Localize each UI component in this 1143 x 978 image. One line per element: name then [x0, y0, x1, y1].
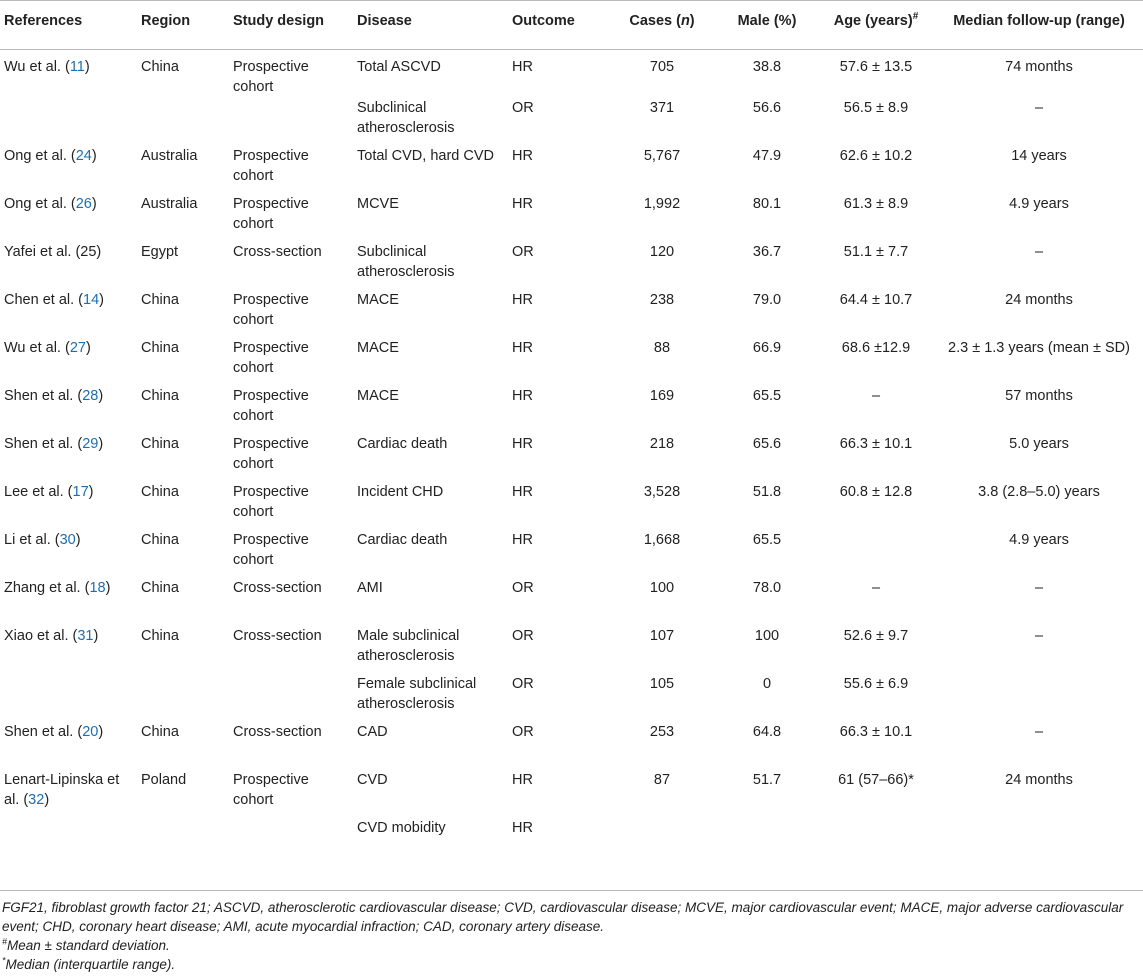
followup-cell: 14 years [1011, 148, 1067, 164]
reference-cell [0, 50, 137, 98]
disease-cell: MACE [357, 340, 399, 356]
reference-cell [0, 193, 137, 241]
age-cell: 66.3 ± 10.1 [839, 724, 913, 740]
age-cell: 61 (57–66)* [838, 772, 914, 788]
table-row [0, 577, 1143, 625]
followup-cell: 3.8 (2.8–5.0) years [978, 484, 1100, 500]
reference-link[interactable]: 18 [89, 580, 106, 596]
column-header-text: Cases ( [629, 13, 681, 29]
disease-cell: Incident CHD [357, 484, 444, 500]
column-header-text: Region [141, 13, 191, 29]
outcome-cell: HR [512, 532, 533, 548]
study-design-cell: Cross-section [233, 244, 322, 260]
followup-cell: – [1034, 100, 1044, 116]
age-cell: – [871, 580, 881, 596]
outcome-cell: OR [512, 100, 534, 116]
region-cell: China [141, 59, 179, 75]
table-row [0, 433, 1143, 481]
cases-cell: 371 [649, 100, 675, 116]
followup-cell: 4.9 years [1009, 532, 1069, 548]
outcome-cell: HR [512, 340, 533, 356]
reference-text: ) [91, 148, 97, 164]
reference-text: Wu et al. ( [4, 340, 70, 356]
region-cell: Australia [141, 148, 198, 164]
followup-cell: – [1034, 724, 1044, 740]
region-cell: China [141, 580, 179, 596]
age-cell: 66.3 ± 10.1 [839, 436, 913, 452]
cases-cell: 88 [653, 340, 671, 356]
reference-link[interactable]: 27 [69, 340, 86, 356]
reference-cell [0, 145, 137, 193]
column-header-text: Male (%) [737, 13, 797, 29]
reference-link[interactable]: 32 [28, 792, 45, 808]
reference-cell [0, 385, 137, 433]
disease-cell: MACE [357, 388, 399, 404]
column-header-text: References [4, 13, 83, 29]
cases-cell: 705 [649, 59, 675, 75]
reference-link[interactable]: 26 [75, 196, 92, 212]
star-mark: * [2, 955, 6, 966]
abbreviations-note: FGF21, fibroblast growth factor 21; ASCVD, atherosclerotic cardiovascular disease; CVD, cardiovascular disease; MCVE, major cardiovascular event; MACE, major adverse cardiovascular event; CHD, coronary heart disease; AMI, acute myocardial infraction; CAD, coronary artery disease. [2, 900, 1124, 934]
reference-cell [0, 241, 137, 289]
male-percent-cell: 65.6 [752, 436, 782, 452]
reference-text: Chen et al. ( [4, 292, 83, 308]
outcome-cell: HR [512, 436, 533, 452]
reference-text: ) [99, 292, 104, 308]
male-percent-cell: 36.7 [752, 244, 782, 260]
region-cell [137, 817, 229, 842]
male-percent-cell: 56.6 [752, 100, 782, 116]
reference-text: Lee et al. ( [4, 484, 73, 500]
reference-text: Ong et al. ( [4, 148, 76, 164]
column-header [353, 1, 508, 50]
followup-cell: 5.0 years [1009, 436, 1069, 452]
table-row [0, 481, 1143, 529]
age-cell: 56.5 ± 8.9 [843, 100, 909, 116]
followup-cell: – [1034, 580, 1044, 596]
study-design-cell: Prospective cohort [233, 340, 309, 376]
outcome-cell: HR [512, 772, 533, 788]
column-header-text: Study design [233, 13, 325, 29]
age-cell [817, 529, 935, 577]
followup-cell: 2.3 ± 1.3 years (mean ± SD) [948, 340, 1130, 356]
reference-text: ) [98, 388, 104, 404]
disease-cell: Cardiac death [357, 436, 448, 452]
male-percent-cell: 47.9 [752, 148, 782, 164]
column-header [137, 1, 229, 50]
study-design-cell: Prospective cohort [233, 292, 309, 328]
study-design-cell [229, 673, 353, 721]
outcome-cell: HR [512, 196, 533, 212]
male-percent-cell [717, 817, 817, 842]
age-cell: – [871, 388, 881, 404]
outcome-cell: HR [512, 59, 533, 75]
reference-link[interactable]: 20 [82, 724, 99, 740]
disease-cell: Male subclinical atherosclerosis [357, 628, 460, 664]
hash-mark: # [2, 936, 8, 947]
region-cell: China [141, 628, 179, 644]
table-row [0, 529, 1143, 577]
region-cell: China [141, 532, 179, 548]
male-percent-cell: 0 [762, 676, 772, 692]
reference-link[interactable]: 29 [82, 436, 99, 452]
table-row [0, 721, 1143, 769]
cases-cell: 105 [649, 676, 675, 692]
disease-cell: Total ASCVD [357, 59, 441, 75]
table-row [0, 50, 1143, 98]
region-cell: China [141, 724, 179, 740]
cases-cell: 238 [649, 292, 675, 308]
reference-text: Zhang et al. ( [4, 580, 90, 596]
table-row [0, 337, 1143, 385]
study-design-cell: Cross-section [233, 628, 322, 644]
male-percent-cell: 38.8 [752, 59, 782, 75]
age-cell: 51.1 ± 7.7 [843, 244, 909, 260]
study-design-cell: Cross-section [233, 724, 322, 740]
reference-cell [0, 721, 137, 769]
table-body [0, 50, 1143, 843]
reference-text: ) [93, 628, 99, 644]
region-cell [137, 97, 229, 145]
followup-cell: – [1034, 244, 1044, 260]
reference-text: Shen et al. ( [4, 436, 83, 452]
male-percent-cell: 64.8 [752, 724, 782, 740]
reference-text: Ong et al. ( [4, 196, 76, 212]
hash-footnote [2, 936, 1143, 955]
table-row [0, 817, 1143, 842]
column-header-footnote-mark: # [912, 11, 919, 23]
column-header [508, 1, 607, 50]
outcome-cell: HR [512, 148, 533, 164]
reference-text: ) [105, 580, 111, 596]
region-cell: China [141, 484, 179, 500]
table-row [0, 769, 1143, 817]
cases-cell: 253 [649, 724, 675, 740]
table-row [0, 625, 1143, 673]
outcome-cell: OR [512, 244, 534, 260]
study-design-cell: Prospective cohort [233, 388, 309, 424]
reference-link[interactable]: 24 [75, 148, 92, 164]
region-cell: Poland [141, 772, 187, 788]
disease-cell: MCVE [357, 196, 399, 212]
reference-text: ) [88, 484, 94, 500]
followup-cell: 4.9 years [1009, 196, 1069, 212]
reference-text: Lenart-Lipinska et al. ( [4, 772, 120, 808]
cases-cell: 1,992 [643, 196, 681, 212]
male-percent-cell: 100 [754, 628, 780, 644]
column-header-text: Outcome [512, 13, 575, 29]
star-note-text: Median (interquartile range). [5, 957, 176, 972]
disease-cell: Subclinical atherosclerosis [357, 244, 455, 280]
outcome-cell: HR [512, 484, 533, 500]
reference-link[interactable]: 31 [77, 628, 94, 644]
reference-cell [0, 577, 137, 625]
table-row [0, 97, 1143, 145]
reference-link[interactable]: 11 [69, 59, 85, 75]
male-percent-cell: 79.0 [752, 292, 782, 308]
column-header [0, 1, 137, 50]
table-header [0, 1, 1143, 50]
reference-cell [0, 289, 137, 337]
table-row [0, 145, 1143, 193]
male-percent-cell: 66.9 [752, 340, 782, 356]
disease-cell: AMI [357, 580, 383, 596]
disease-cell: Cardiac death [357, 532, 448, 548]
region-cell [137, 673, 229, 721]
study-design-cell: Prospective cohort [233, 196, 309, 232]
column-header [229, 1, 353, 50]
study-design-cell: Prospective cohort [233, 148, 309, 184]
disease-cell: Subclinical atherosclerosis [357, 100, 455, 136]
male-percent-cell: 51.7 [752, 772, 782, 788]
disease-cell: Total CVD, hard CVD [357, 148, 494, 164]
table-row [0, 241, 1143, 289]
table-row [0, 673, 1143, 721]
followup-cell: 24 months [1005, 772, 1073, 788]
outcome-cell: OR [512, 676, 534, 692]
hash-note-text: Mean ± standard deviation. [7, 938, 170, 953]
age-cell: 52.6 ± 9.7 [843, 628, 909, 644]
reference-text: ) [44, 792, 50, 808]
followup-cell [935, 817, 1143, 842]
table-row [0, 289, 1143, 337]
male-percent-cell: 78.0 [752, 580, 782, 596]
column-header [817, 1, 935, 50]
followup-cell: 57 months [1005, 388, 1073, 404]
reference-text: ) [85, 340, 91, 356]
age-cell: 64.4 ± 10.7 [839, 292, 913, 308]
cases-cell: 1,668 [643, 532, 681, 548]
age-cell: 68.6 ±12.9 [841, 340, 911, 356]
cases-cell: 87 [653, 772, 671, 788]
region-cell: China [141, 436, 179, 452]
reference-text: Yafei et al. (25) [4, 244, 102, 260]
age-cell: 62.6 ± 10.2 [839, 148, 913, 164]
column-header-suffix: ) [689, 13, 695, 29]
cases-cell: 120 [649, 244, 675, 260]
outcome-cell: HR [512, 820, 533, 836]
followup-cell: 74 months [1005, 59, 1073, 75]
column-header-text: Age (years) [833, 13, 913, 29]
reference-cell [0, 433, 137, 481]
reference-cell [0, 97, 137, 145]
region-cell: Egypt [141, 244, 179, 260]
outcome-cell: HR [512, 292, 533, 308]
reference-text: ) [91, 196, 97, 212]
study-design-cell: Prospective cohort [233, 484, 309, 520]
reference-link[interactable]: 17 [72, 484, 89, 500]
study-design-cell [229, 97, 353, 145]
reference-text: Li et al. ( [4, 532, 60, 548]
reference-link[interactable]: 14 [83, 292, 100, 308]
column-header [717, 1, 817, 50]
outcome-cell: OR [512, 580, 534, 596]
region-cell: China [141, 340, 179, 356]
table-footnotes [0, 890, 1143, 974]
disease-cell: Female subclinical atherosclerosis [357, 676, 477, 712]
header-row [0, 1, 1143, 50]
cases-cell: 107 [649, 628, 675, 644]
reference-text: ) [84, 59, 90, 75]
disease-cell: CVD [357, 772, 388, 788]
column-header-text: Median follow-up (range) [953, 13, 1125, 29]
table-row [0, 385, 1143, 433]
age-cell: 57.6 ± 13.5 [839, 59, 913, 75]
reference-text: ) [98, 724, 104, 740]
cases-cell [607, 817, 717, 842]
followup-cell: – [1034, 628, 1044, 644]
reference-text: ) [98, 436, 104, 452]
reference-cell [0, 625, 137, 673]
outcome-cell: HR [512, 388, 533, 404]
age-cell: 55.6 ± 6.9 [843, 676, 909, 692]
region-cell: Australia [141, 196, 198, 212]
table-row [0, 193, 1143, 241]
column-header [935, 1, 1143, 50]
reference-text: Shen et al. ( [4, 388, 83, 404]
disease-cell: CVD mobidity [357, 820, 446, 836]
cases-cell: 169 [649, 388, 675, 404]
star-footnote [2, 955, 1143, 974]
column-header [607, 1, 717, 50]
column-header-text: Disease [357, 13, 412, 29]
cases-cell: 5,767 [643, 148, 681, 164]
male-percent-cell: 65.5 [752, 532, 782, 548]
cases-cell: 100 [649, 580, 675, 596]
reference-cell [0, 529, 137, 577]
cases-cell: 3,528 [643, 484, 681, 500]
study-design-cell: Prospective cohort [233, 772, 309, 808]
column-header-italic: n [680, 13, 690, 29]
disease-cell: CAD [357, 724, 388, 740]
cases-cell: 218 [649, 436, 675, 452]
outcome-cell: OR [512, 724, 534, 740]
reference-cell [0, 769, 137, 817]
age-cell [817, 817, 935, 842]
age-cell: 61.3 ± 8.9 [843, 196, 909, 212]
reference-cell [0, 481, 137, 529]
reference-link[interactable]: 28 [82, 388, 99, 404]
reference-cell [0, 337, 137, 385]
male-percent-cell: 65.5 [752, 388, 782, 404]
followup-cell [935, 673, 1143, 721]
region-cell: China [141, 388, 179, 404]
outcome-cell: OR [512, 628, 534, 644]
study-design-cell [229, 817, 353, 842]
reference-cell [0, 673, 137, 721]
study-design-cell: Prospective cohort [233, 59, 309, 95]
study-design-cell: Prospective cohort [233, 532, 309, 568]
reference-link[interactable]: 30 [59, 532, 76, 548]
reference-cell [0, 817, 137, 842]
male-percent-cell: 51.8 [752, 484, 782, 500]
reference-text: Wu et al. ( [4, 59, 70, 75]
study-design-cell: Cross-section [233, 580, 322, 596]
study-design-cell: Prospective cohort [233, 436, 309, 472]
reference-text: ) [75, 532, 81, 548]
region-cell: China [141, 292, 179, 308]
disease-cell: MACE [357, 292, 399, 308]
reference-text: Xiao et al. ( [4, 628, 78, 644]
age-cell: 60.8 ± 12.8 [839, 484, 913, 500]
male-percent-cell: 80.1 [752, 196, 782, 212]
reference-text: Shen et al. ( [4, 724, 83, 740]
followup-cell: 24 months [1005, 292, 1073, 308]
